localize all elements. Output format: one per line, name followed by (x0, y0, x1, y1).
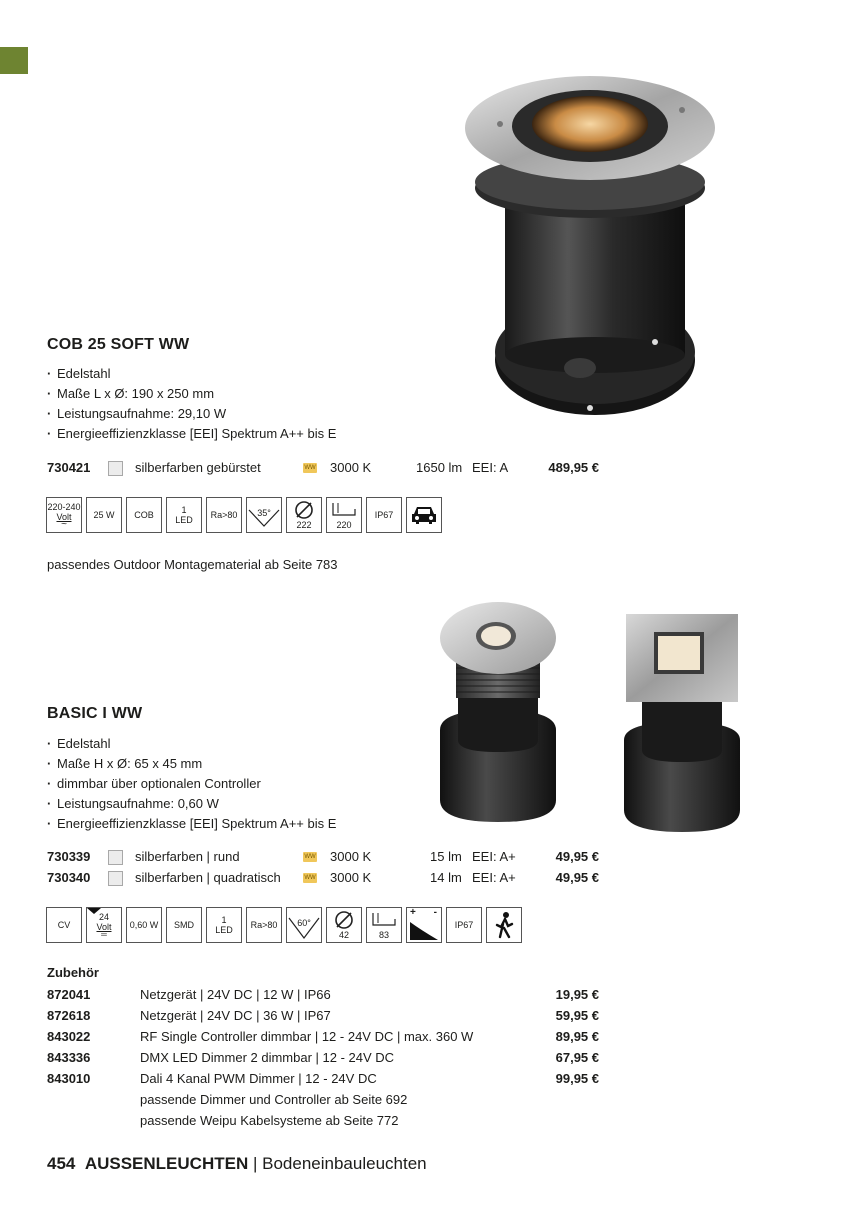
depth-value: 83 (378, 930, 389, 940)
feature-item: · Maße L x Ø: 190 x 250 mm (47, 384, 336, 404)
color-rendering-icon: Ra>80 (246, 907, 282, 943)
color-swatch (108, 871, 123, 886)
variant-kelvin: 3000 K (330, 870, 372, 885)
warm-white-badge: WW (304, 875, 316, 881)
spec-icons (46, 907, 522, 943)
led-type-icon: SMD (166, 907, 202, 943)
accessory-desc: Netzgerät | 24V DC | 36 W | IP67 (140, 1008, 331, 1023)
voltage-icon (46, 497, 82, 533)
voltage-icon (86, 907, 122, 943)
accessory-row (47, 1047, 607, 1068)
accessory-note-text: passende Dimmer und Controller ab Seite 692 (140, 1092, 408, 1107)
beam-angle-value: 35° (257, 508, 271, 518)
warm-white-badge: WW (304, 465, 316, 471)
diameter-icon (286, 497, 322, 533)
variant-sku: 730421 (47, 460, 91, 475)
voltage-unit: Volt (56, 512, 72, 522)
variant-row (47, 868, 607, 888)
variant-eei: EEI: A+ (472, 870, 516, 885)
product-title: COB 25 SOFT WW (47, 336, 190, 353)
ip-rating-icon: IP67 (366, 497, 402, 533)
footer-separator: | (252, 1154, 258, 1173)
led-count-icon (166, 497, 202, 533)
diameter-value: 222 (296, 520, 312, 530)
variant-eei: EEI: A (472, 460, 509, 475)
accessory-sku: 872618 (47, 1008, 91, 1023)
variant-kelvin: 3000 K (330, 460, 372, 475)
section-tab-marker (0, 47, 28, 74)
variant-eei: EEI: A+ (472, 849, 516, 864)
voltage-range: 24 (98, 912, 109, 922)
color-swatch (108, 850, 123, 865)
variant-kelvin: 3000 K (330, 849, 372, 864)
feature-list (47, 364, 336, 444)
beam-angle-icon (286, 907, 322, 943)
feature-item: · Edelstahl (47, 364, 336, 384)
feature-item: · dimmbar über optionalen Controller (47, 774, 336, 794)
depth-value: 220 (336, 520, 352, 530)
led-type-icon: COB (126, 497, 162, 533)
accessory-desc: RF Single Controller dimmbar | 12 - 24V DC | max. 360 W (140, 1029, 474, 1044)
variant-lumen: 1650 lm (416, 460, 463, 475)
depth-icon (326, 497, 362, 533)
accessory-row (47, 984, 607, 1005)
beam-angle-value: 60° (297, 918, 311, 928)
page-number: 454 (47, 1154, 76, 1173)
dim-minus: - (433, 907, 437, 918)
variant-price: 49,95 € (555, 870, 599, 885)
accessory-price: 67,95 € (555, 1050, 599, 1065)
led-label: LED (175, 515, 193, 525)
feature-item: · Leistungsaufnahme: 29,10 W (47, 404, 336, 424)
feature-item: · Energieeffizienzklasse [EEI] Spektrum A++ bis E (47, 814, 336, 834)
ip-rating-icon: IP67 (446, 907, 482, 943)
variant-lumen: 15 lm (430, 849, 462, 864)
variant-price: 49,95 € (555, 849, 599, 864)
accessory-note-text: passende Weipu Kabelsysteme ab Seite 772 (140, 1113, 399, 1128)
warm-white-badge: WW (304, 854, 316, 860)
variant-sku: 730339 (47, 849, 91, 864)
mounting-note: passendes Outdoor Montagematerial ab Seite 783 (47, 557, 338, 572)
led-count: 1 (181, 505, 187, 515)
feature-item: · Maße H x Ø: 65 x 45 mm (47, 754, 336, 774)
accessory-row (47, 1068, 607, 1089)
color-rendering-icon: Ra>80 (206, 497, 242, 533)
accessory-sku: 872041 (47, 987, 91, 1002)
variant-row (47, 847, 607, 867)
feature-list (47, 734, 336, 834)
product-image-basic-square (612, 610, 752, 835)
accessory-row (47, 1005, 607, 1026)
walk-over-icon (486, 907, 522, 943)
feature-item: · Edelstahl (47, 734, 336, 754)
variant-lumen: 14 lm (430, 870, 462, 885)
wattage-icon: 0,60 W (126, 907, 162, 943)
accessory-price: 19,95 € (555, 987, 599, 1002)
footer-subsection: Bodeneinbauleuchten (262, 1154, 427, 1173)
feature-item: · Leistungsaufnahme: 0,60 W (47, 794, 336, 814)
accessory-price: 59,95 € (555, 1008, 599, 1023)
variant-color: silberfarben gebürstet (135, 460, 261, 475)
accessory-desc: DMX LED Dimmer 2 dimmbar | 12 - 24V DC (140, 1050, 395, 1065)
dim-plus: + (410, 907, 416, 918)
dc-line-icon: ═ (101, 930, 107, 939)
depth-icon (366, 907, 402, 943)
accessory-price: 89,95 € (555, 1029, 599, 1044)
constant-voltage-icon: CV (46, 907, 82, 943)
accessory-sku: 843022 (47, 1029, 91, 1044)
dimmable-icon (406, 907, 442, 943)
accessory-desc: Dali 4 Kanal PWM Dimmer | 12 - 24V DC (140, 1071, 377, 1086)
footer-section: AUSSENLEUCHTEN (84, 1154, 249, 1173)
variant-color: silberfarben | quadratisch (135, 870, 281, 885)
product-image-cob25 (460, 60, 720, 425)
wattage-icon: 25 W (86, 497, 122, 533)
variant-color: silberfarben | rund (135, 849, 240, 864)
product-title: BASIC I WW (47, 705, 143, 722)
voltage-range: 220-240 (47, 502, 81, 512)
accessory-sku: 843010 (47, 1071, 91, 1086)
diameter-value: 42 (338, 930, 349, 940)
feature-item: · Energieeffizienzklasse [EEI] Spektrum A++ bis E (47, 424, 336, 444)
variant-sku: 730340 (47, 870, 91, 885)
diameter-icon (326, 907, 362, 943)
accessory-price: 99,95 € (555, 1071, 599, 1086)
page-footer (47, 1154, 427, 1174)
led-count: 1 (221, 915, 227, 925)
ac-wave-icon: ~ (61, 519, 67, 530)
variant-row (47, 458, 607, 478)
accessory-row (47, 1026, 607, 1047)
accessories-heading: Zubehör (47, 965, 99, 980)
variant-price: 489,95 € (548, 460, 599, 475)
spec-icons (46, 497, 442, 533)
car-drive-over-icon (406, 497, 442, 533)
accessory-desc: Netzgerät | 24V DC | 12 W | IP66 (140, 987, 331, 1002)
led-label: LED (215, 925, 233, 935)
accessory-sku: 843336 (47, 1050, 91, 1065)
color-swatch (108, 461, 123, 476)
led-count-icon (206, 907, 242, 943)
product-image-basic-round (430, 600, 565, 825)
voltage-unit: Volt (96, 922, 112, 932)
beam-angle-icon (246, 497, 282, 533)
